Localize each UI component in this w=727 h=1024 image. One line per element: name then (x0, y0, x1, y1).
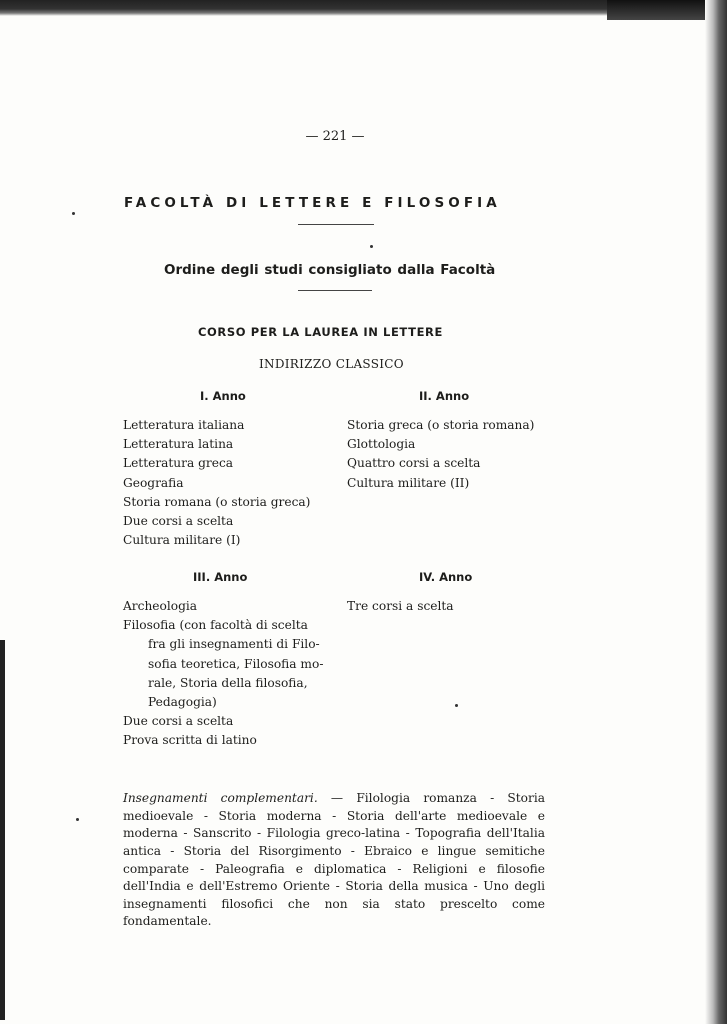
faculty-title: FACOLTÀ DI LETTERE E FILOSOFIA (124, 195, 501, 211)
subject-item: Quattro corsi a scelta (347, 456, 481, 471)
scan-speck (76, 818, 79, 821)
complementary-lead: Insegnamenti complementari. (123, 791, 318, 806)
subject-item: Due corsi a scelta (123, 714, 234, 729)
subject-item-continued: Pedagogia) (148, 695, 217, 710)
subject-item: Due corsi a scelta (123, 514, 234, 529)
scan-speck (72, 212, 75, 215)
subject-item: Letteratura latina (123, 437, 234, 452)
subject-item: Storia greca (o storia romana) (347, 418, 535, 432)
scan-right-edge (705, 0, 727, 1024)
year-heading: IV. Anno (419, 570, 473, 584)
subject-item: Archeologia (123, 599, 198, 613)
year-heading: III. Anno (193, 570, 248, 584)
subject-item: Cultura militare (II) (347, 475, 470, 490)
subject-item-continued: fra gli insegnamenti di Filo- (148, 637, 320, 652)
subtitle-divider (298, 290, 372, 291)
year-heading: II. Anno (419, 389, 470, 403)
title-divider (298, 224, 374, 225)
complementary-text: — Filologia romanza - Storia medioevale - Storia moderna - Storia dell'arte medioevale e moderna - Sanscrito - Filologia greco-latina - Topografia dell'Italia antica - Storia del Risorgimento - Ebraico e lingue semitiche comparate - Paleografia e diplomatica - Religioni e filosofie dell'India e dell'Estremo Oriente - Storia della musica - Uno degli insegnamenti filosofici che non sia stato prescelto come fondamentale. (123, 791, 545, 929)
subject-item-continued: rale, Storia della filosofia, (148, 675, 308, 690)
year-heading: I. Anno (200, 389, 246, 403)
subject-item: Glottologia (347, 437, 416, 452)
year-subject-list (347, 416, 534, 493)
subject-item: Cultura militare (I) (123, 533, 241, 548)
course-title: CORSO PER LA LAUREA IN LETTERE (198, 325, 443, 339)
year-subject-list (123, 416, 310, 550)
scan-top-edge (0, 0, 727, 16)
subject-item: Filosofia (con facoltà di scelta (123, 618, 308, 633)
subject-item: Geografia (123, 475, 184, 490)
year-subject-list (347, 597, 454, 616)
subject-item: Letteratura italiana (123, 418, 245, 432)
scan-speck (370, 245, 373, 248)
scan-left-mark (0, 640, 5, 1020)
subject-item: Prova scritta di latino (123, 733, 257, 748)
subtitle: Ordine degli studi consigliato dalla Facoltà (164, 262, 496, 278)
subject-item: Letteratura greca (123, 456, 234, 471)
subject-item: Storia romana (o storia greca) (123, 494, 311, 509)
page-number: — 221 — (305, 129, 365, 144)
subject-item: Tre corsi a scelta (347, 599, 454, 613)
year-subject-list (123, 597, 323, 751)
track-title: INDIRIZZO CLASSICO (259, 357, 404, 371)
subject-item-continued: sofia teoretica, Filosofia mo- (148, 656, 324, 671)
complementary-courses-paragraph (123, 790, 545, 931)
scan-speck (455, 704, 458, 707)
